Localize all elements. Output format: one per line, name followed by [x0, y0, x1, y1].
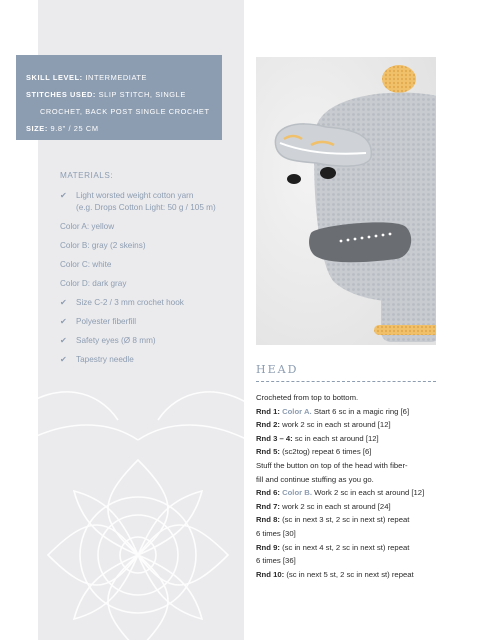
material-color-a: Color A: yellow [60, 222, 115, 231]
pattern-round-1: Rnd 1: Color A. Start 6 sc in a magic ring [6] [256, 406, 410, 416]
pattern-round-9-cont: 6 times [36] [256, 556, 296, 566]
stitches-value-line-2: CROCHET, BACK POST SINGLE CROCHET [40, 107, 210, 116]
material-color-c: Color C: white [60, 260, 112, 269]
check-icon: ✔ [60, 317, 67, 326]
pattern-round-8-cont: 6 times [30] [256, 528, 296, 538]
stitches-label: STITCHES USED: [26, 90, 96, 99]
material-needle [60, 354, 242, 366]
size-row [26, 120, 212, 137]
material-yarn-line-2: (e.g. Drops Cotton Light: 50 g / 105 m) [76, 203, 216, 212]
skill-level-label: SKILL LEVEL: [26, 73, 83, 82]
skill-level-value: INTERMEDIATE [85, 73, 148, 82]
pattern-round-8: Rnd 8: (sc in next 3 st, 2 sc in next st) repeat [256, 515, 410, 525]
pattern-stuff-line-2: fill and continue stuffing as you go. [256, 474, 374, 484]
pattern-round-5: Rnd 5: (sc2tog) repeat 6 times [6] [256, 447, 372, 457]
robot-illustration [256, 57, 436, 345]
pattern-intro: Crocheted from top to bottom. [256, 393, 359, 402]
material-color-d: Color D: dark gray [60, 279, 127, 288]
stitches-value-line-1: SLIP STITCH, SINGLE [98, 90, 186, 99]
right-eye [320, 167, 336, 179]
material-fiberfill-text: Polyester fiberfill [76, 317, 137, 326]
pattern-stuff-line-1: Stuff the button on top of the head with fiber- [256, 460, 408, 470]
left-eye [287, 174, 301, 184]
pattern-round-10: Rnd 10: (sc in next 5 st, 2 sc in next st) repeat [256, 569, 414, 579]
head-pattern-instructions [256, 391, 441, 581]
pattern-round-3-4: Rnd 3 – 4: sc in each st around [12] [256, 433, 379, 443]
robot-mouth [309, 222, 411, 262]
material-yarn [60, 190, 242, 214]
project-info-box [16, 55, 222, 140]
pattern-round-6: Rnd 6: Color B. Work 2 sc in each st around [12] [256, 488, 425, 498]
pattern-round-9: Rnd 9: (sc in next 4 st, 2 sc in next st) repeat [256, 542, 410, 552]
material-eyes [60, 335, 242, 347]
material-color-b: Color B: gray (2 skeins) [60, 241, 146, 250]
stitches-row [26, 86, 212, 120]
materials-title: MATERIALS: [60, 171, 114, 180]
check-icon: ✔ [60, 355, 67, 364]
robot-head [314, 92, 436, 302]
amigurumi-photo [256, 57, 436, 345]
section-title-head: HEAD [256, 363, 299, 376]
check-icon: ✔ [60, 336, 67, 345]
materials-list [60, 170, 242, 373]
yellow-button [382, 65, 416, 93]
section-divider [256, 381, 436, 382]
pattern-round-7: Rnd 7: work 2 sc in each st around [24] [256, 501, 391, 511]
pattern-round-2: Rnd 2: work 2 sc in each st around [12] [256, 420, 391, 430]
material-eyes-text: Safety eyes (Ø 8 mm) [76, 336, 156, 345]
material-hook-text: Size C-2 / 3 mm crochet hook [76, 298, 184, 307]
material-needle-text: Tapestry needle [76, 355, 134, 364]
check-icon: ✔ [60, 191, 67, 200]
size-value: 9.8" / 25 CM [50, 124, 99, 133]
material-fiberfill [60, 316, 242, 328]
material-yarn-line-1: Light worsted weight cotton yarn [76, 191, 194, 200]
material-hook [60, 297, 242, 309]
size-label: SIZE: [26, 124, 48, 133]
check-icon: ✔ [60, 298, 67, 307]
skill-level-row [26, 69, 212, 86]
